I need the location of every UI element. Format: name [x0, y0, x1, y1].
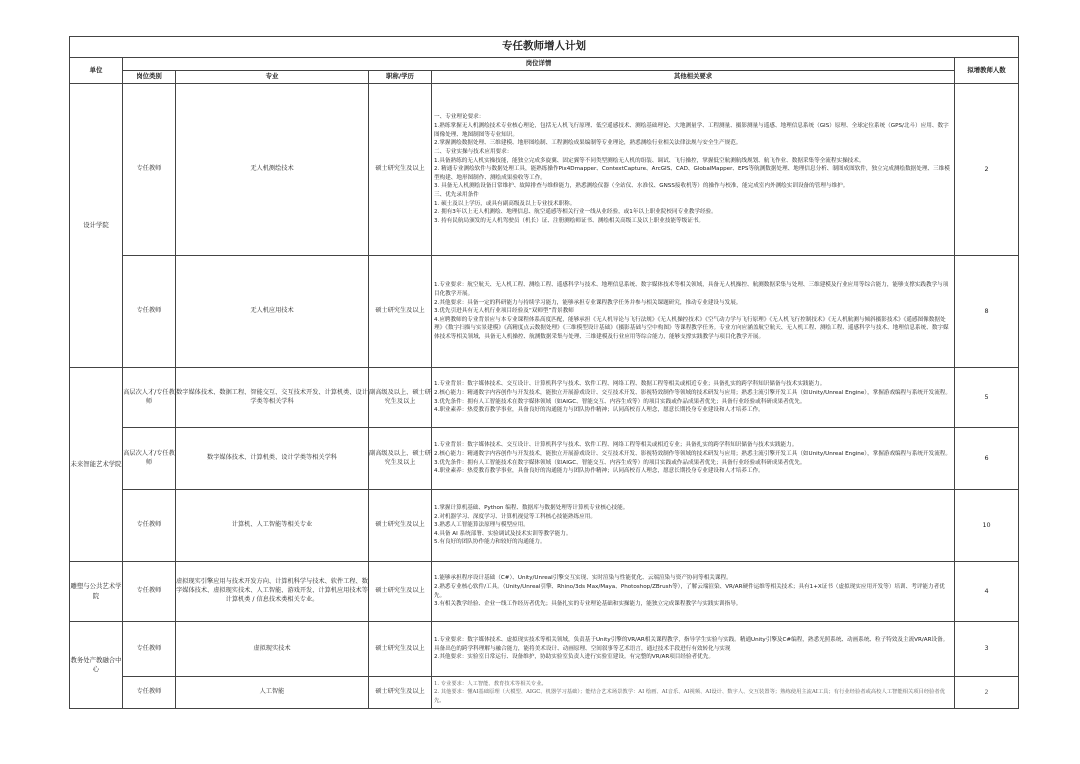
header-position-type: 岗位类别	[123, 71, 176, 84]
count-cell: 2	[955, 677, 1019, 709]
requirements-cell: 1.专业背景：数字媒体技术、交互设计、计算机科学与技术、软件工程、网络工程等相关或相近专业；具备扎实的跨学科知识储备与技术实践能力。 2.核心能力：精通数字内容创作与开发技术，能独立开展游戏设计、交互技术开发、影视特效制作等领域的技术研发与应用；熟悉主流引擎开发工具（如Unity/Unreal Engine），掌握游戏编程与系统开发流程。 3.优先条件：拥有人工智能技术在数字媒体领域（如AIGC、智能交互、内容生成等）的项目实践或作品成果者优先；具备行业经验或科研成果者优先。 4.职业素养：热爱教育教学事业，具备良好的沟通能力与团队协作精神；认同高校育人理念，愿意长期投身专业建设和人才培养工作。	[432, 428, 955, 490]
title-degree-cell: 硕士研究生及以上	[369, 256, 432, 368]
teacher-plan-table	[69, 36, 1019, 709]
major-cell: 计算机、人工智能等相关专业	[176, 490, 369, 562]
position-type-cell: 专任教师	[123, 256, 176, 368]
header-row-1	[70, 58, 1019, 71]
header-row-2	[70, 71, 1019, 84]
header-position-details: 岗位详情	[123, 58, 955, 71]
requirements-cell: 一、专业理论要求： 1.熟练掌握无人机测绘技术专业核心理论，包括无人机飞行原理、低空遥感技术、测绘基础理论、大地测量学、工程测量、摄影测量与遥感、地理信息系统（GIS）原理、全球定位系统（GPS/北斗）应用、数字图像处理、地图制图等专业知识。 2.掌握测绘数据处理、三维建模、地形图绘制、工程测绘成果编制等专业理论，熟悉测绘行业相关法律法规与安全生产规范。 二、专业实操与技术应用要求： 1.具备熟练的无人机实操技能，能独立完成多旋翼、固定翼等不同类型测绘无人机的组装、调试、飞行操控，掌握低空航测航线规划、航飞作业、数据采集等全流程实操技术。 2. 精通专业测绘软件与数据处理工具，能熟练操作Pix4Dmapper、ContextCapture、ArcGIS、CAD、GlobalMapper、EPS等航测数据处理、地理信息分析、制图成图软件，独立完成测绘数据处理、三维模型构建、地形图制作、测绘成果验收等工作。 3. 具备无人机测绘设备日常维护、故障排查与维修能力，熟悉测绘仪器（全站仪、水准仪、GNSS接收机等）的操作与校准，能完成室内外测绘实训设备的管理与维护。 三、优先录用条件 1. 硕士及以上学历，或具有副高级及以上专业技术职称。 2. 拥有3年以上无人机测绘、地理信息、航空遥感等相关行业一线从业经验，或1年以上职业院校同专业教学经验。 3. 持有民航局颁发的无人机驾驶员（机长）证、注册测绘师证书、测绘相关高级工及以上职业技能等级证书。	[432, 84, 955, 256]
requirements-cell: 1.掌握计算机基础、Python 编程、数据库与数据处理等计算机专业核心技能。 2.对机器学习、深度学习、计算机视觉等工科核心技能熟练应用。 3.熟悉人工智能算法原理与模型应用。 4.具备 AI 系统部署、实验调试及技术实训等教学能力。 5.有良好的团队协作能力和较好的沟通能力。	[432, 490, 955, 562]
requirements-cell: 1. 专业要求：人工智能、教育技术等相关专业。 2. 其他要求：懂AI基础原理（大模型、AIGC、机器学习基础）；能结合艺术场景教学：AI 绘画、AI音乐、AI视频、AI设计、数字人、交互装置等；熟练使用主流AI工具；有行业经验者或高校人工智能相关项目经验者优先。	[432, 677, 955, 709]
requirements-cell: 1.专业背景：数字媒体技术、交互设计、计算机科学与技术、软件工程、网络工程、数据工程等相关或相近专业；具备扎实的跨学科知识储备与技术实践能力。 2.核心能力：精通数字内容创作与开发技术，能独立开展游戏设计、交互技术开发、影视特效制作等领域的技术研发与应用；熟悉主流引擎开发工具（如Unity/Unreal Engine），掌握游戏编程与系统开发流程。 3.优先条件：拥有人工智能技术在数字媒体领域（如AIGC、智能交互、内容生成等）的项目实践或作品成果者优先；具备行业经验或科研成果者优先。 4.职业素养：热爱教育教学事业，具备良好的沟通能力与团队协作精神；认同高校育人理念，愿意长期投身专业建设和人才培养工作。	[432, 368, 955, 428]
unit-cell: 教务处产教融合中心	[70, 622, 123, 709]
title-degree-cell: 硕士研究生及以上	[369, 490, 432, 562]
count-cell: 5	[955, 368, 1019, 428]
position-type-cell: 专任教师	[123, 562, 176, 622]
count-cell: 3	[955, 622, 1019, 677]
header-unit: 单位	[70, 58, 123, 84]
major-cell: 人工智能	[176, 677, 369, 709]
title-degree-cell: 硕士研究生及以上	[369, 622, 432, 677]
unit-cell: 设计学院	[70, 84, 123, 368]
requirements-cell: 1.专业要求：航空航天、无人机工程、测绘工程、遥感科学与技术、地理信息系统、数字媒体技术等相关领域，具备无人机操控、航测数据采集与处理、三维建模及行业应用等综合能力，能够支撑实践教学与项目化教学开展。 2.其他要求：具备一定的科研能力与持续学习能力，能够承担专业课程教学任务并参与相关课题研究，推动专业建设与发展。 3.优先引进具有无人机行业项目经验及“双师型”背景教师 4.应聘教师的专业背景应与本专业课程体系高度匹配，能够承担《无人机导论与飞行法规》《无人机操控技术》《空气动力学与飞行原理》《无人机飞行控制技术》《无人机航测与倾斜摄影技术》《遥感图像数据处理》《数字扫描与实景建模》《高精度点云数据处理》《三维模型设计基础》《摄影基础与空中构图》等课程教学任务。专业方向应涵盖航空航天、无人机工程、测绘工程、遥感科学与技术、地理信息系统、数字媒体技术等相关领域，具备无人机操控、航测数据采集与处理、三维建模及行业应用等综合能力，能够支撑实践教学与项目化教学开展。	[432, 256, 955, 368]
position-type-cell: 专任教师	[123, 622, 176, 677]
major-cell: 数字媒体技术、计算机类、设计学类等相关学科	[176, 428, 369, 490]
requirements-cell: 1.专业要求：数字媒体技术、虚拟现实技术等相关领域，负责基于Unity引擎的VR/AR相关课程教学，指导学生实验与实践。精通Unity引擎及C#编程，熟悉光照系统、动画系统、粒子特效及主流VR/AR设备。具备出色的跨学科理解与融合能力，能将美术设计、动画原理、空间叙事等艺术语言，通过技术手段进行有效转化与实现 2.其他要求：实验室日常运行、设备维护，协助实验室负责人进行实验室建设。有完整的VR/AR项目经验者优先。	[432, 622, 955, 677]
table-row	[70, 84, 1019, 256]
table-row	[70, 368, 1019, 428]
major-cell: 无人机测绘技术	[176, 84, 369, 256]
title-degree-cell: 副高级及以上、硕士研究生及以上	[369, 368, 432, 428]
count-cell: 8	[955, 256, 1019, 368]
header-other-requirements: 其他相关要求	[432, 71, 955, 84]
count-cell: 6	[955, 428, 1019, 490]
unit-cell: 雕塑与公共艺术学院	[70, 562, 123, 622]
requirements-cell: 1.能够承担程序设计基础（C#）、Unity/Unreal引擎交互实现、实时渲染与性能优化、云端渲染与资产协同等相关课程。 2.熟悉专业核心软件/工具。（Unity/Unreal引擎、Rhino/3ds Max/Maya、Photoshop/ZBrush等），了解云端渲染、VR/AR硬件运维等相关技术；具有1+X证书（虚拟现实应用开发等）培训、考评能力者优先。 3.有相关教学经验、企业一线工作经历者优先；具备扎实的专业理论基础和实操能力，能独立完成课程教学与实践实训指导。	[432, 562, 955, 622]
document-title: 专任教师增人计划	[70, 37, 1019, 58]
major-cell: 无人机应用技术	[176, 256, 369, 368]
major-cell: 虚拟现实技术	[176, 622, 369, 677]
table-row	[70, 256, 1019, 368]
title-degree-cell: 硕士研究生及以上	[369, 677, 432, 709]
major-cell: 虚拟现实引擎应用与技术开发方向、计算机科学与技术、软件工程、数字媒体技术、虚拟现实技术、人工智能、游戏开发、计算机应用技术等计算机类 / 信息技术类相关专业。	[176, 562, 369, 622]
count-cell: 2	[955, 84, 1019, 256]
title-degree-cell: 硕士研究生及以上	[369, 84, 432, 256]
title-degree-cell: 硕士研究生及以上	[369, 562, 432, 622]
position-type-cell: 专任教师	[123, 84, 176, 256]
position-type-cell: 高层次人才/专任教师	[123, 368, 176, 428]
header-planned-count: 拟增教师人数	[955, 58, 1019, 84]
table-row	[70, 622, 1019, 677]
title-row	[70, 37, 1019, 58]
table-row	[70, 428, 1019, 490]
table-row	[70, 562, 1019, 622]
title-degree-cell: 副高级及以上、硕士研究生及以上	[369, 428, 432, 490]
table-row	[70, 490, 1019, 562]
count-cell: 4	[955, 562, 1019, 622]
unit-cell: 未来智能艺术学院	[70, 368, 123, 562]
position-type-cell: 专任教师	[123, 677, 176, 709]
header-major: 专业	[176, 71, 369, 84]
header-title-degree: 职称/学历	[369, 71, 432, 84]
position-type-cell: 专任教师	[123, 490, 176, 562]
table-row	[70, 677, 1019, 709]
position-type-cell: 高层次人才/专任教师	[123, 428, 176, 490]
major-cell: 数字媒体技术、数据工程、智能交互、交互技术开发、计算机类、设计学类等相关学科	[176, 368, 369, 428]
count-cell: 10	[955, 490, 1019, 562]
